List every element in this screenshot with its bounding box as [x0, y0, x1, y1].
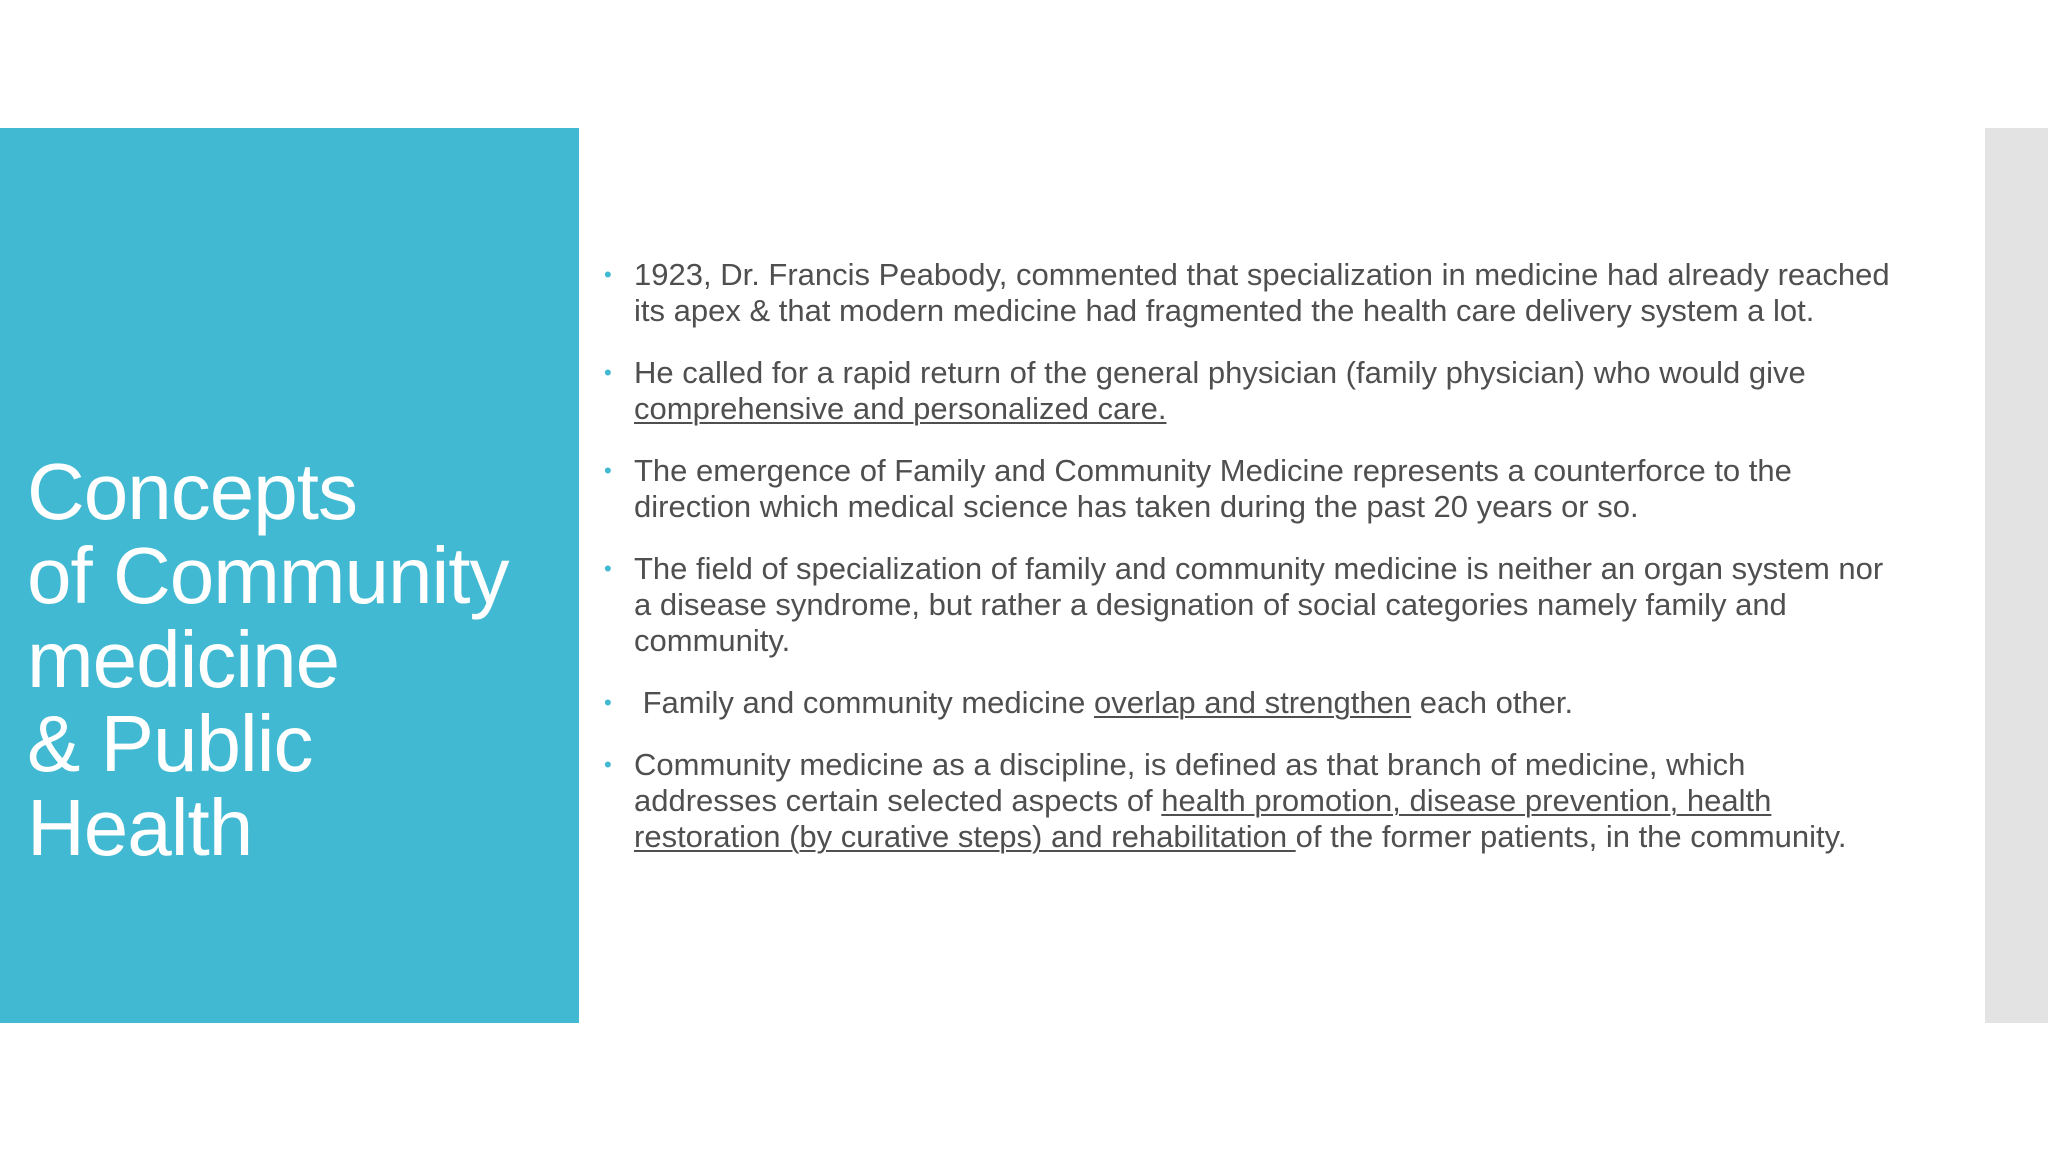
bullet-text-line [634, 685, 2020, 721]
bullet-text-line: its apex & that modern medicine had fragmented the health care delivery system a lot. [634, 293, 1815, 328]
bullet-text-segment: addresses certain selected aspects of [634, 783, 1162, 818]
bullet-marker: • [604, 458, 612, 483]
bullet-marker: • [604, 360, 612, 385]
bullet-item [600, 257, 2020, 329]
title-panel [0, 128, 579, 1023]
bullet-marker: • [604, 752, 612, 777]
bullet-text-line: direction which medical science has taken during the past 20 years or so. [634, 489, 1639, 524]
bullet-text-line: The field of specialization of family and community medicine is neither an organ system nor [634, 551, 1884, 586]
bullet-text-segment: Family and community medicine [634, 685, 1094, 720]
slide-title-line: Concepts [27, 447, 357, 536]
bullet-text-line: He called for a rapid return of the general physician (family physician) who would give [634, 355, 1806, 390]
bullet-text-line: community. [634, 623, 791, 658]
bullet-item [600, 355, 2020, 427]
bullet-text-line: a disease syndrome, but rather a designation of social categories namely family and [634, 587, 1787, 622]
bullet-text-line: The emergence of Family and Community Medicine represents a counterforce to the [634, 453, 1792, 488]
bullet-text-line [634, 391, 2020, 427]
underlined-text: overlap and strengthen [1094, 685, 1412, 720]
bullet-text-segment: each other. [1411, 685, 1574, 720]
slide-title-line: of Community [27, 531, 509, 620]
slide-title [27, 447, 509, 872]
bullet-marker: • [604, 262, 612, 287]
slide-title-line: Health [27, 783, 253, 872]
slide-title-line: & Public [27, 699, 313, 788]
bullet-text-line: Community medicine as a discipline, is defined as that branch of medicine, which [634, 747, 1746, 782]
bullet-marker: • [604, 690, 612, 715]
underlined-text: health promotion, disease prevention, health [1161, 783, 1772, 818]
bullet-item [600, 685, 2020, 721]
bullet-text-line: 1923, Dr. Francis Peabody, commented that specialization in medicine had already reached [634, 257, 1890, 292]
bullet-list [600, 257, 2020, 881]
slide-title-line: medicine [27, 615, 340, 704]
underlined-text: restoration (by curative steps) and rehabilitation [634, 819, 1296, 854]
bullet-item [600, 747, 2020, 855]
bullet-text-line [634, 783, 2020, 819]
bullet-item [600, 453, 2020, 525]
bullet-marker: • [604, 556, 612, 581]
bullet-text-segment: of the former patients, in the community. [1295, 819, 1847, 854]
underlined-text: comprehensive and personalized care. [634, 391, 1167, 426]
bullet-text-line [634, 819, 2020, 855]
bullet-item [600, 551, 2020, 659]
